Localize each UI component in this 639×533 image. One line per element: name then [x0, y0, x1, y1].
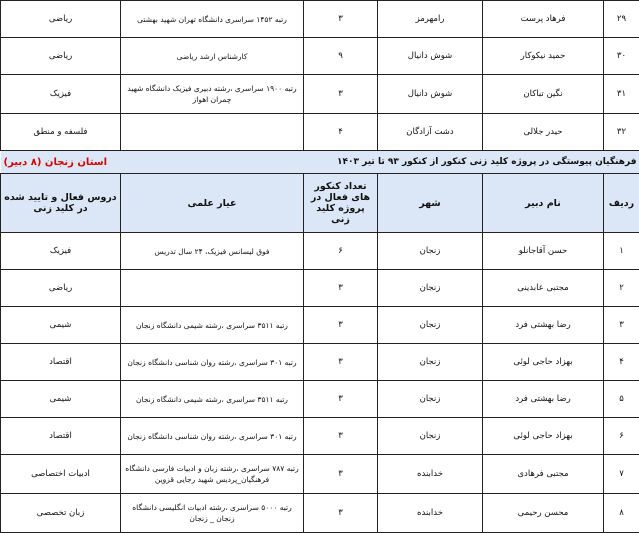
city: زنجان: [378, 270, 483, 307]
subject: اقتصاد: [1, 344, 121, 381]
subject: اقتصاد: [1, 418, 121, 455]
exam-count: ۳: [304, 381, 378, 418]
header-subject: دروس فعال و تایید شده در کلید زنی: [1, 174, 121, 233]
city: زنجان: [378, 233, 483, 270]
exam-count: ۳: [304, 75, 378, 114]
header-merit: عیار علمی: [121, 174, 304, 233]
merit: رتبه ۱۴۵۲ سراسری دانشگاه تهران شهید بهشتی: [121, 1, 304, 38]
merit: [121, 270, 304, 307]
exam-count: ۳: [304, 270, 378, 307]
city: زنجان: [378, 418, 483, 455]
table-row: [1, 233, 639, 270]
row-number: ۶: [604, 418, 639, 455]
teacher-name: مجتبی فرهادی: [483, 455, 604, 494]
teacher-name: بهزاد حاجی لوئی: [483, 418, 604, 455]
teacher-name: محسن رحیمی: [483, 494, 604, 533]
subject: شیمی: [1, 307, 121, 344]
table-row: [1, 38, 639, 75]
row-number: ۳۲: [604, 114, 639, 151]
subject: زبان تخصصی: [1, 494, 121, 533]
province-title: استان زنجان (۸ دبیر): [4, 157, 108, 168]
table-row: [1, 455, 639, 494]
row-number: ۴: [604, 344, 639, 381]
merit: فوق لیسانس فیزیک، ۲۴ سال تدریس: [121, 233, 304, 270]
city: شوش دانیال: [378, 38, 483, 75]
subject: فیزیک: [1, 233, 121, 270]
merit: رتبه ۷۸۷ سراسری ،رشته زبان و ادبیات فارسی دانشگاه فرهنگیان_پردیس شهید رجایی قزوین: [121, 455, 304, 494]
section-band: [1, 151, 639, 174]
teacher-name: نگین تباکان: [483, 75, 604, 114]
city: خدابنده: [378, 455, 483, 494]
table-row: [1, 418, 639, 455]
row-number: ۳: [604, 307, 639, 344]
table-row: [1, 270, 639, 307]
teacher-name: حسن آقاجانلو: [483, 233, 604, 270]
exam-count: ۳: [304, 418, 378, 455]
table-row: [1, 381, 639, 418]
table-row: [1, 307, 639, 344]
row-number: ۸: [604, 494, 639, 533]
exam-count: ۹: [304, 38, 378, 75]
table-row: [1, 494, 639, 533]
teacher-name: بهزاد حاجی لوئی: [483, 344, 604, 381]
table-row: [1, 1, 639, 38]
city: رامهرمز: [378, 1, 483, 38]
subject: ریاضی: [1, 1, 121, 38]
subject: ریاضی: [1, 38, 121, 75]
merit: رتبه ۳۵۱۱ سراسری ،رشته شیمی دانشگاه زنجان: [121, 307, 304, 344]
header-row: [1, 174, 639, 233]
merit: رتبه ۱۹۰۰ سراسری ،رشته دبیری فیزیک دانشگاه شهید چمران اهواز: [121, 75, 304, 114]
city: دشت آزادگان: [378, 114, 483, 151]
exam-count: ۳: [304, 307, 378, 344]
exam-count: ۴: [304, 114, 378, 151]
teacher-name: حمید نیکوکار: [483, 38, 604, 75]
teacher-name: رضا بهشتی فرد: [483, 307, 604, 344]
merit: رتبه ۳۰۱ سراسری ،رشته روان شناسی دانشگاه زنجان: [121, 418, 304, 455]
row-number: ۳۱: [604, 75, 639, 114]
exam-count: ۳: [304, 1, 378, 38]
table-row: [1, 344, 639, 381]
header-count: تعداد کنکور های فعال در پروژه کلید زنی: [304, 174, 378, 233]
table-row: [1, 114, 639, 151]
teacher-name: مجتبی عابدینی: [483, 270, 604, 307]
row-number: ۲: [604, 270, 639, 307]
row-number: ۷: [604, 455, 639, 494]
merit: کارشناس ارشد ریاضی: [121, 38, 304, 75]
subject: شیمی: [1, 381, 121, 418]
subject: ادبیات اختصاصی: [1, 455, 121, 494]
city: زنجان: [378, 381, 483, 418]
header-city: شهر: [378, 174, 483, 233]
teacher-name: فرهاد پرست: [483, 1, 604, 38]
subject: ریاضی: [1, 270, 121, 307]
exam-count: ۳: [304, 494, 378, 533]
merit: رتبه ۵۰۰۰ سراسری ،رشته ادبیات انگلیسی دانشگاه زنجان _ زنجان: [121, 494, 304, 533]
exam-count: ۶: [304, 233, 378, 270]
row-number: ۱: [604, 233, 639, 270]
city: زنجان: [378, 344, 483, 381]
exam-count: ۳: [304, 455, 378, 494]
merit: [121, 114, 304, 151]
subject: فیزیک: [1, 75, 121, 114]
city: خدابنده: [378, 494, 483, 533]
teacher-name: حیدر جلالی: [483, 114, 604, 151]
header-number: ردیف: [604, 174, 639, 233]
merit: رتبه ۳۵۱۱ سراسری ،رشته شیمی دانشگاه زنجان: [121, 381, 304, 418]
city: شوش دانیال: [378, 75, 483, 114]
table-row: [1, 75, 639, 114]
merit: رتبه ۳۰۱ سراسری ،رشته روان شناسی دانشگاه زنجان: [121, 344, 304, 381]
row-number: ۳۰: [604, 38, 639, 75]
section-title: فرهنگیان پیوستگی در پروژه کلید زنی کنکور از کنکور ۹۳ تا تیر ۱۴۰۳: [337, 157, 636, 167]
row-number: ۵: [604, 381, 639, 418]
header-name: نام دبیر: [483, 174, 604, 233]
row-number: ۲۹: [604, 1, 639, 38]
subject: فلسفه و منطق: [1, 114, 121, 151]
city: زنجان: [378, 307, 483, 344]
exam-count: ۳: [304, 344, 378, 381]
teacher-name: رضا بهشتی فرد: [483, 381, 604, 418]
